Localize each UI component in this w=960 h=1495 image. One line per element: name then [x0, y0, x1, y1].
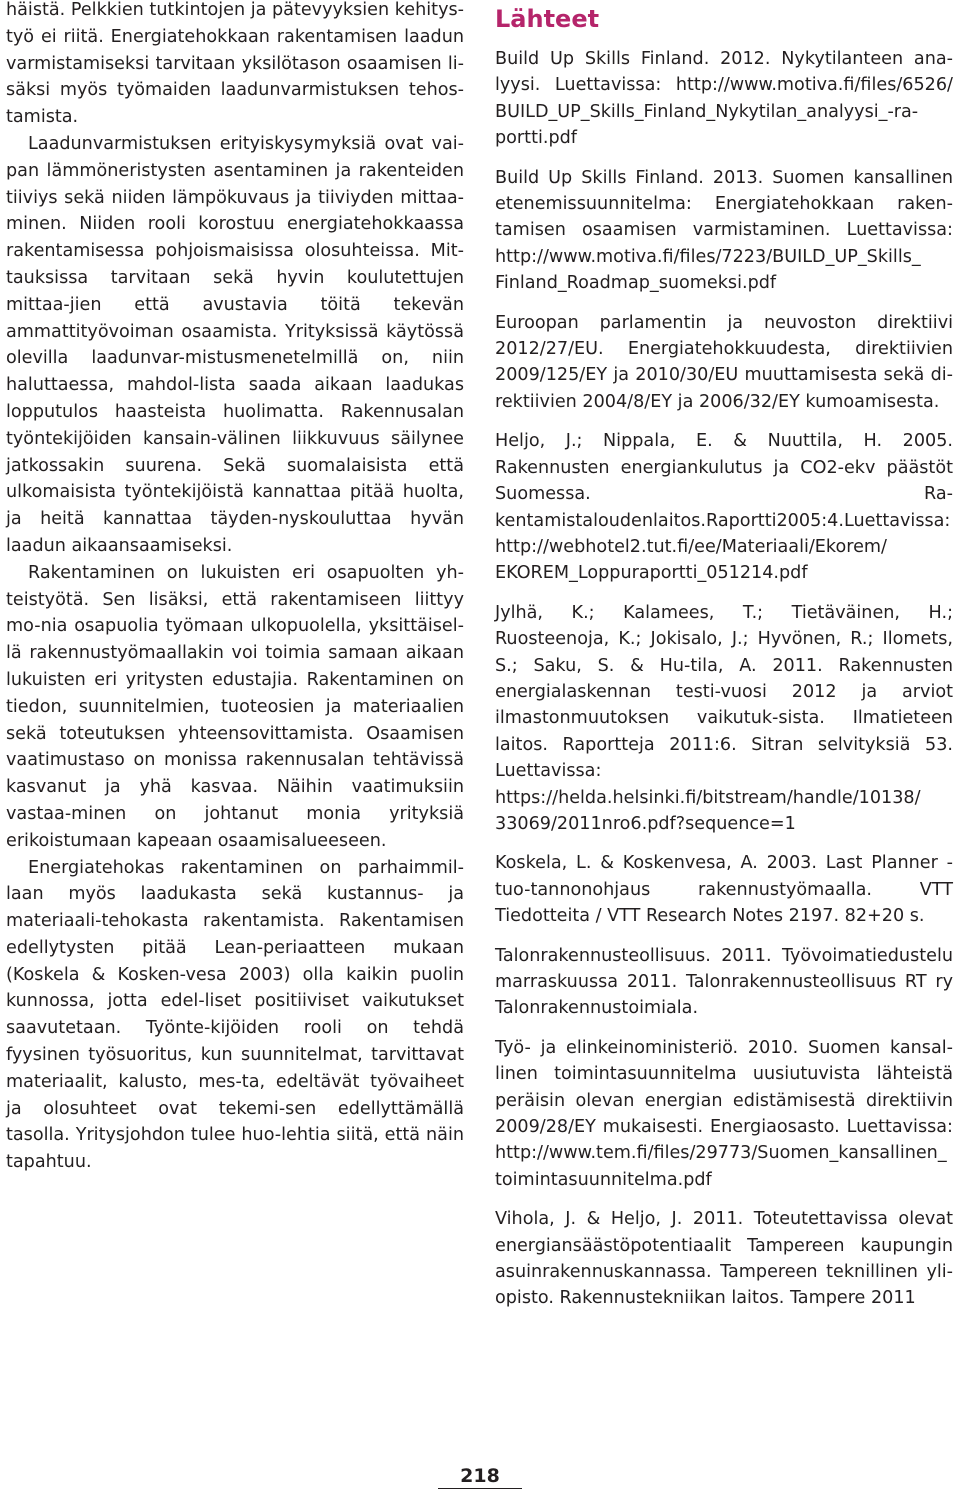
body-text-column: [6, 0, 464, 1176]
body-paragraph: Energiatehokas rakentaminen on parhaimmil-laan myös laadukasta sekä kustannus- ja materiaali-tehokasta rakentamista. Rakentamisen edellytysten pitää Lean-periaatteen mukaan (Koskela & Kosken-vesa 2003) olla kaikin puolin kunnossa, jotta edel-liset positiiviset vaikutukset saavutetaan. Työnte-kijöiden rooli on tehdä fyysinen työsuoritus, kun suunnitelmat, tarvittavat materiaalit, kalusto, mes-ta, edeltävät työvaiheet ja olosuhteet ovat tekemi-sen edellyttämällä tasolla. Yritysjohdon tulee huo-lehtia siitä, että näin tapahtuu.: [6, 857, 464, 1173]
body-paragraph: häistä. Pelkkien tutkintojen ja pätevyyksien kehitys-työ ei riitä. Energiatehokkaan rakentamisen laadun varmistamiseksi tarvitaan yksilötason osaamisen li-säksi myös työmaiden laadunvarmistuksen tehos-tamista.: [6, 0, 464, 128]
page-footer: [0, 1465, 960, 1489]
reference-item: Talonrakennusteollisuus. 2011. Työvoimatiedustelu marraskuussa 2011. Talonrakennusteollisuus RT ry Talonrakennustoimiala.: [495, 945, 953, 1019]
reference-item: Työ- ja elinkeinoministeriö. 2010. Suomen kansal-linen toimintasuunnitelma uusiutuvista lähteistä peräisin olevan energian edistämisestä direktiivin 2009/28/EY mukaisesti. Energiaosasto. Luettavissa: http://www.tem.fi/files/29773/Suomen_kansallinen_ toimintasuunnitelma.pdf: [495, 1037, 953, 1190]
reference-item: Build Up Skills Finland. 2012. Nykytilanteen ana-lyysi. Luettavissa: http://www.motiva.fi/files/6526/ BUILD_UP_Skills_Finland_Nykytilan_analyysi_-ra-portti.pdf: [495, 49, 953, 149]
references-column: [495, 0, 953, 1325]
references-heading: Lähteet: [495, 5, 600, 33]
reference-item: Heljo, J.; Nippala, E. & Nuuttila, H. 2005. Rakennusten energiankulutus ja CO2-ekv päästöt Suomessa. Ra-kentamistaloudenlaitos.Raportti2005:4.Luettavissa: http://webhotel2.tut.fi/ee/Materiaali/Ekorem/ EKOREM_Loppuraportti_051214.pdf: [495, 431, 953, 584]
page-number: 218: [438, 1465, 522, 1489]
reference-item: Vihola, J. & Heljo, J. 2011. Toteutettavissa olevat energiansäästöpotentiaalit Tampereen kaupungin asuinrakennuskannassa. Tampereen teknillinen yli-opisto. Rakennustekniikan laitos. Tampere 2011: [495, 1209, 953, 1309]
reference-item: Euroopan parlamentin ja neuvoston direktiivi 2012/27/EU. Energiatehokkuudesta, direktiivien 2009/125/EY ja 2010/30/EU muuttamisesta sekä di-rektiivien 2004/8/EY ja 2006/32/EY kumoamisesta.: [495, 312, 953, 412]
reference-item: Koskela, L. & Koskenvesa, A. 2003. Last Planner -tuo-tannonohjaus rakennustyömaalla. VTT Tiedotteita / VTT Research Notes 2197. 82+20 s.: [495, 853, 953, 927]
reference-item: Jylhä, K.; Kalamees, T.; Tietäväinen, H.; Ruosteenoja, K.; Jokisalo, J.; Hyvönen, R.; Ilomets, S.; Saku, S. & Hu-tila, A. 2011. Rakennusten energialaskennan testi-vuosi 2012 ja arviot ilmastonmuutoksen vaikutuk-sista. Ilmatieteen laitos. Raportteja 2011:6. Sitran selvityksiä 53. Luettavissa: https://helda.helsinki.fi/bitstream/handle/10138/ 33069/2011nro6.pdf?sequence=1: [495, 602, 953, 834]
body-paragraph: Laadunvarmistuksen erityiskysymyksiä ovat vai-pan lämmöneristysten asentaminen ja rakenteiden tiiviys sekä niiden lämpökuvaus ja tiiviyden mittaa-minen. Niiden rooli korostuu energiatehokkaassa rakentamisessa pohjoismaisissa olosuhteissa. Mit-tauksissa tarvitaan sekä hyvin koulutettujen mittaa-jien että avustavia töitä tekevän ammattityövoiman osaamista. Yrityksissä käytössä olevilla laadunvar-mistusmenetelmillä on, niin haluttaessa, mahdol-lista saada aikaan laadukas lopputulos haasteista huolimatta. Rakennusalan työntekijöiden kansain-välinen liikkuvuus säilynee jatkossakin suurena. Sekä suomalaisista että ulkomaisista työntekijöistä kannattaa pitää huolta, ja heitä kannattaa täyden-nyskouluttaa hyvän laadun aikaansaamiseksi.: [6, 133, 464, 556]
reference-item: Build Up Skills Finland. 2013. Suomen kansallinen etenemissuunnitelma: Energiatehokkaan raken-tamisen osaamisen varmistaminen. Luettavissa: http://www.motiva.fi/files/7223/BUILD_UP_Skills_ Finland_Roadmap_suomeksi.pdf: [495, 167, 953, 294]
body-paragraph: Rakentaminen on lukuisten eri osapuolten yh-teistyötä. Sen lisäksi, että rakentamiseen liittyy mo-nia osapuolia työmaan ulkopuolella, yksittäisel-lä rakennustyömaallakin voi toimia samaan aikaan lukuisten eri yritysten edustajia. Rakentaminen on tiedon, suunnitelmien, tuoteosien ja materiaalien sekä toteutuksen yhteensovittamista. Osaamisen vaatimustaso on monissa rakennusalan tehtävissä kasvanut ja yhä kasvaa. Näihin vaatimuksiin vastaa-minen on johtanut monia yrityksiä erikoistumaan kapeaan osaamisalueeseen.: [6, 562, 464, 851]
